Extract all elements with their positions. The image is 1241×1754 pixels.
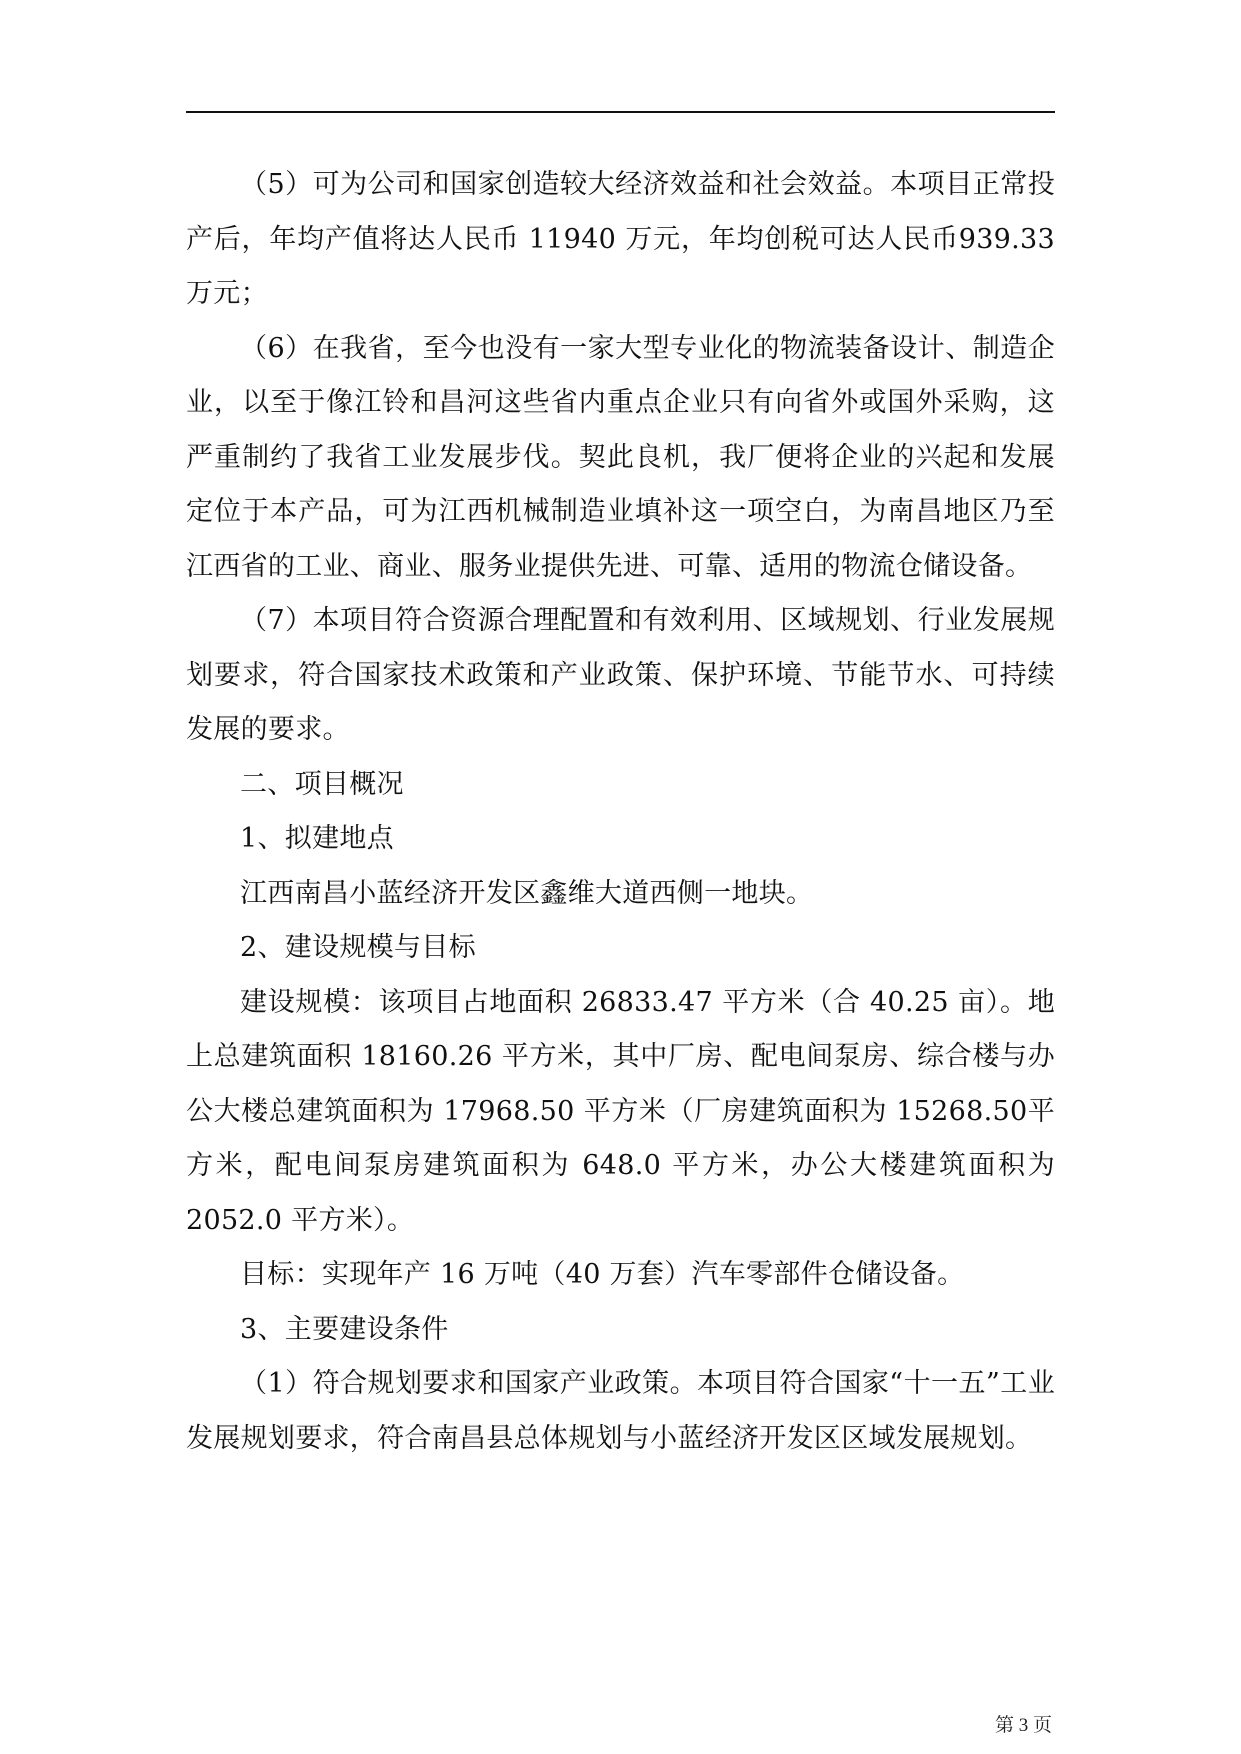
paragraph-item-6: （6）在我省，至今也没有一家大型专业化的物流装备设计、制造企业，以至于像江铃和昌河这些省内重点企业只有向省外或国外采购，这严重制约了我省工业发展步伐。契此良机，我厂便将企业的兴起和发展定位于本产品，可为江西机械制造业填补这一项空白，为南昌地区乃至江西省的工业、商业、服务业提供先进、可靠、适用的物流仓储设备。: [186, 332, 1055, 582]
paragraph-construction-scale: 建设规模：该项目占地面积 26833.47 平方米（合 40.25 亩）。地上总建筑面积 18160.26 平方米，其中厂房、配电间泵房、综合楼与办公大楼总建筑面积为 17968.50 平方米（厂房建筑面积为 15268.50平方米，配电间泵房建筑面积为 648.0 平方米，办公大楼建筑面积为2052.0 平方米）。: [186, 986, 1055, 1236]
header-rule: [186, 111, 1055, 113]
subheading-main-conditions: 3、主要建设条件: [240, 1313, 449, 1345]
paragraph-condition-1: （1）符合规划要求和国家产业政策。本项目符合国家“十一五”工业发展规划要求，符合南昌县总体规划与小蓝经济开发区区域发展规划。: [186, 1368, 1055, 1454]
subheading-proposed-site: 1、拟建地点: [240, 823, 394, 854]
paragraph-site-location: 江西南昌小蓝经济开发区鑫维大道西侧一地块。: [240, 877, 814, 909]
paragraph-target: 目标：实现年产 16 万吨（40 万套）汽车零部件仓储设备。: [240, 1259, 965, 1290]
paragraph-item-7: （7）本项目符合资源合理配置和有效利用、区域规划、行业发展规划要求，符合国家技术政策和产业政策、保护环境、节能节水、可持续发展的要求。: [186, 605, 1055, 745]
subheading-scale-and-target: 2、建设规模与目标: [240, 932, 476, 963]
section-heading-project-overview: 二、项目概况: [240, 768, 404, 800]
paragraph-item-5: （5）可为公司和国家创造较大经济效益和社会效益。本项目正常投产后，年均产值将达人民币 11940 万元，年均创税可达人民币939.33 万元；: [186, 169, 1055, 309]
page-number: 第 3 页: [994, 1715, 1052, 1736]
document-body: [186, 158, 1055, 1466]
